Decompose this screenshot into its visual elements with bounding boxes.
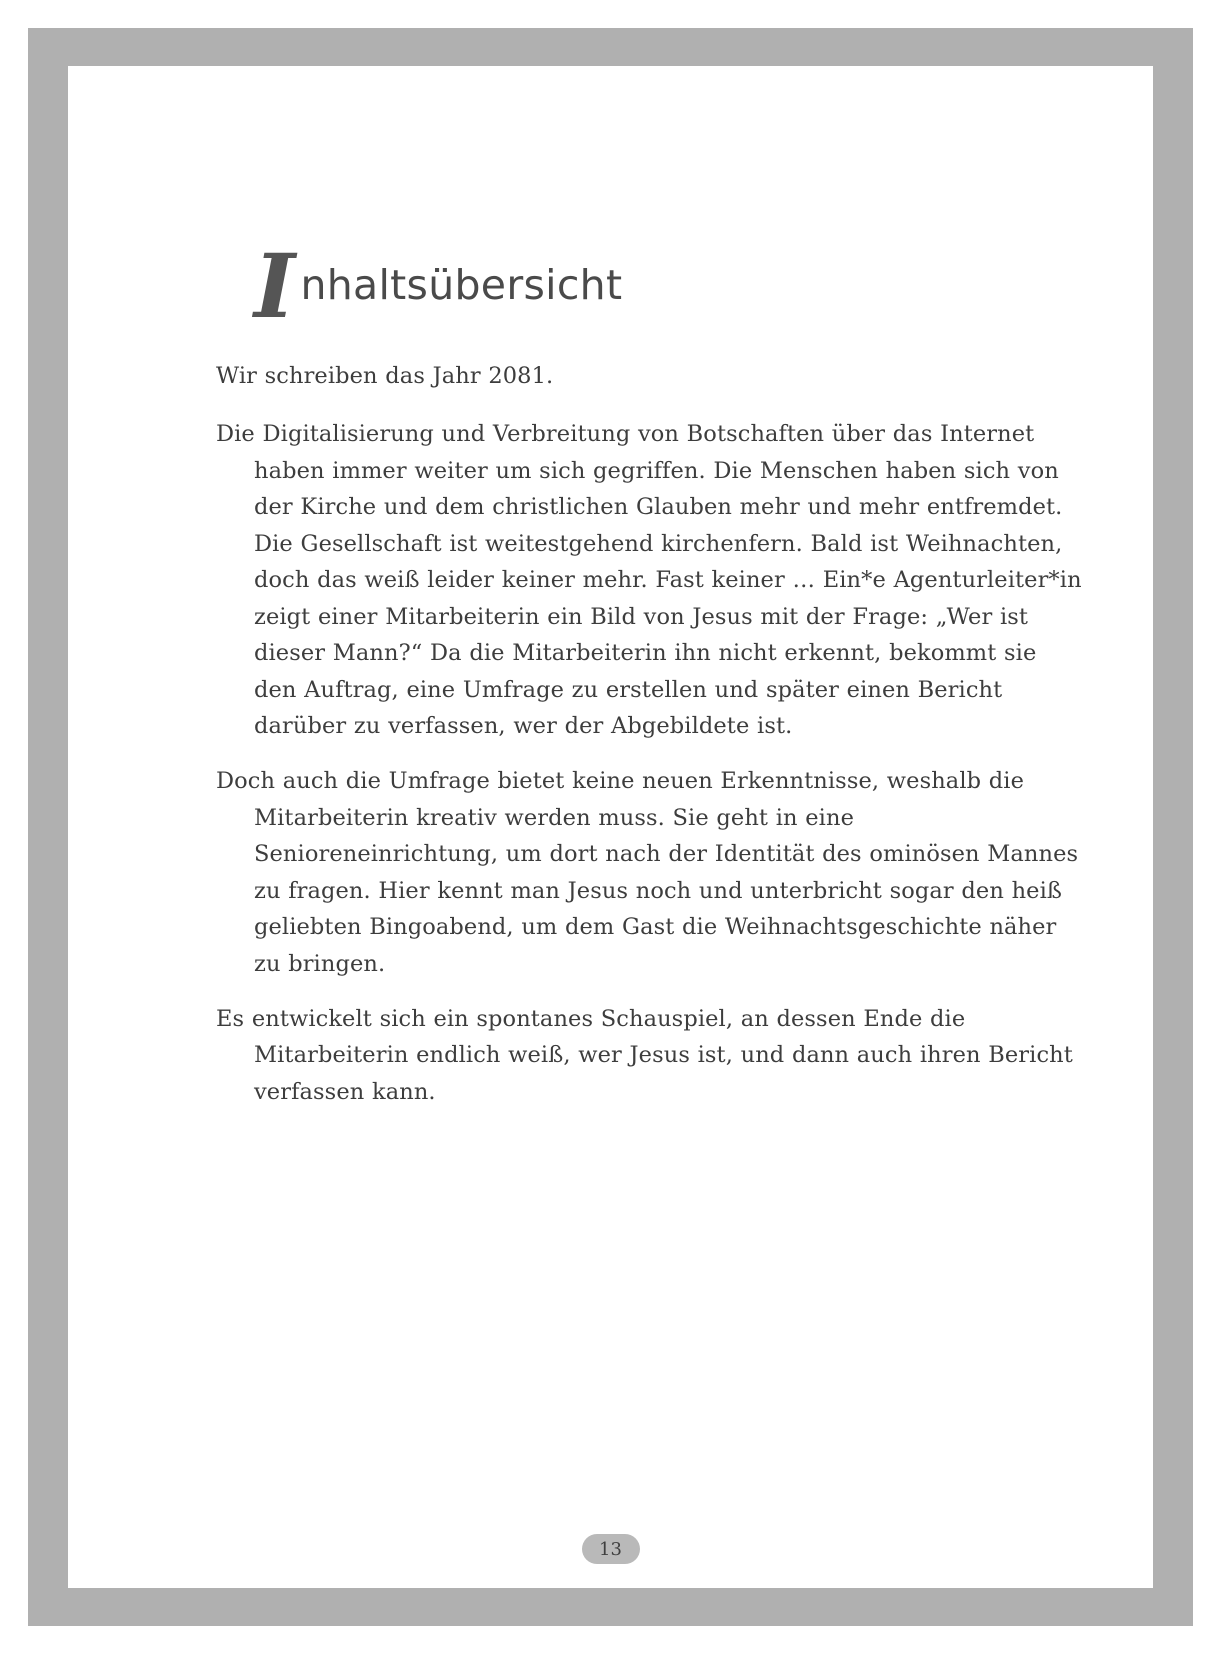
page-sheet (68, 66, 1153, 1588)
paragraph-4: Es entwickelt sich ein spontanes Schauspiel, an dessen Ende die Mitarbeiterin endlich weiß, wer Jesus ist, und dann auch ihren Bericht verfassen kann. (216, 1006, 1073, 1105)
title-rest: nhaltsübersicht (300, 261, 623, 309)
body-text (216, 358, 1086, 1110)
page-title (216, 196, 1086, 338)
page-title-text (254, 233, 623, 338)
paragraph-1: Wir schreiben das Jahr 2081. (216, 363, 554, 389)
paragraph-2: Die Digitalisierung und Verbreitung von Botschaften über das Internet haben immer weiter um sich gegriffen. Die Menschen haben sich von der Kirche und dem christlichen Glauben mehr und mehr entfremdet. Die Gesellschaft ist weitestgehend kirchenfern. Bald ist Weihnachten, doch das weiß leider keiner mehr. Fast keiner … Ein*e Agenturleiter*in zeigt einer Mitarbeiterin ein Bild von Jesus mit der Frage: „Wer ist dieser Mann?“ Da die Mitarbeiterin ihn nicht erkennt, bekommt sie den Auftrag, eine Umfrage zu erstellen und später einen Bericht darüber zu verfassen, wer der Abgebildete ist. (216, 421, 1082, 739)
page-number-badge: 13 (582, 1534, 640, 1564)
page-content (216, 196, 1086, 1129)
title-dropcap: I (254, 234, 296, 338)
paragraph-3: Doch auch die Umfrage bietet keine neuen Erkenntnisse, weshalb die Mitarbeiterin kreativ werden muss. Sie geht in eine Senioreneinrichtung, um dort nach der Identität des ominösen Mannes zu fragen. Hier kennt man Jesus noch und unterbricht sogar den heiß geliebten Bingoabend, um dem Gast die Weihnachtsgeschichte näher zu bringen. (216, 768, 1079, 977)
